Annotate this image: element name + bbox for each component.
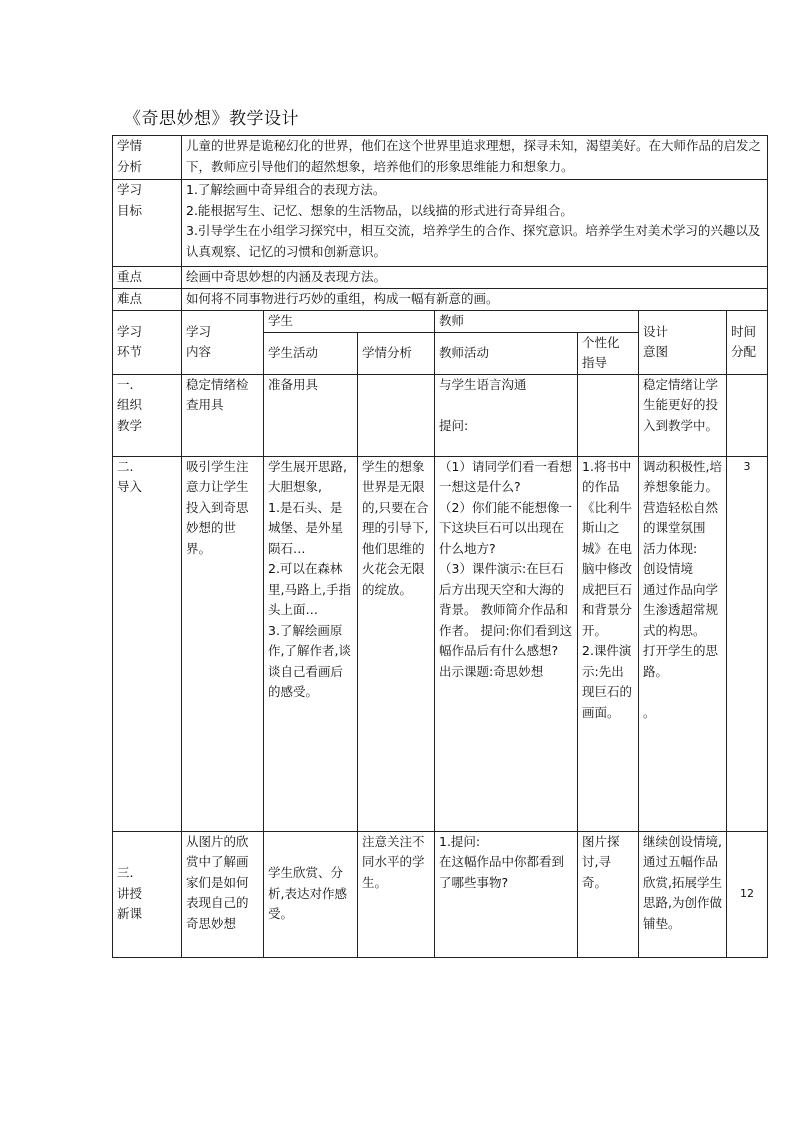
individual-guidance (578, 374, 639, 456)
label-learning-goals: 学习 目标 (113, 180, 182, 267)
info-row-difficulty (113, 289, 768, 311)
header-row-1 (113, 311, 768, 333)
stage-content: 吸引学生注意力让学生投入到奇思妙想的世界。 (182, 456, 264, 831)
design-intent: 调动积极性,培养想象能力。 营造轻松自然的课堂氛围 活力体现: 创设情境 通过作品向学生渗透超常规式的构思。 打开学生的思路。 。 (639, 456, 727, 831)
label-learning-analysis: 学情 分析 (113, 136, 182, 180)
info-row-goals (113, 180, 768, 267)
stage-content: 稳定情绪检查用具 (182, 374, 264, 456)
info-row-analysis (113, 136, 768, 180)
header-student-analysis: 学情分析 (358, 332, 435, 374)
individual-guidance: 1.将书中的作品《比利牛斯山之城》在电脑中修改成把巨石和背景分开。 2.课件演示:先出现巨石的画面。 (578, 456, 639, 831)
header-teacher-activity: 教师活动 (435, 332, 578, 374)
header-content: 学习 内容 (182, 311, 264, 375)
label-key-point: 重点 (113, 267, 182, 289)
stage-content: 从图片的欣赏中了解画家们是如何表现自己的奇思妙想 (182, 831, 264, 957)
teacher-activity: （1）请同学们看一看想一想这是什么? （2）你们能不能想像一下这块巨石可以出现在什么地方? （3）课件演示:在巨石后方出现天空和大海的背景。 教师简介作品和作者。 提问:你们看到这幅作品后有什么感想? 出示课题:奇思妙想 (435, 456, 578, 831)
student-activity: 学生欣赏、分析,表达对作感受。 (264, 831, 358, 957)
stage-label: 一. 组织 教学 (113, 374, 182, 456)
time-allocation (727, 374, 768, 456)
header-design: 设计 意图 (639, 311, 727, 375)
header-teacher: 教师 (435, 311, 639, 333)
stage-row-organize (113, 374, 768, 456)
design-intent: 稳定情绪让学生能更好的投入到教学中。 (639, 374, 727, 456)
teacher-activity: 与学生语言沟通 提问: (435, 374, 578, 456)
header-student: 学生 (264, 311, 435, 333)
student-analysis: 学生的想象世界是无限的,只要在合理的引导下,他们思维的火花会无限的绽放。 (358, 456, 435, 831)
stage-label: 三. 讲授 新课 (113, 831, 182, 957)
student-analysis: 注意关注不同水平的学生。 (358, 831, 435, 957)
header-stage: 学习 环节 (113, 311, 182, 375)
header-student-activity: 学生活动 (264, 332, 358, 374)
student-analysis (358, 374, 435, 456)
label-difficulty: 难点 (113, 289, 182, 311)
document-title: 《奇思妙想》教学设计 (124, 109, 299, 129)
content-key-point: 绘画中奇思妙想的内涵及表现方法。 (182, 267, 768, 289)
student-activity: 学生展开思路,大胆想象, 1.是石头、是城堡、是外星陨石… 2.可以在森林里,马路上,手指头上面… 3.了解绘画原作,了解作者,谈谈自己看画后的感受。 (264, 456, 358, 831)
teacher-activity: 1.提问: 在这幅作品中你都看到了哪些事物? (435, 831, 578, 957)
content-learning-goals: 1.了解绘画中奇异组合的表现方法。 2.能根据写生、记忆、想象的生活物品，以线描的形式进行奇异组合。 3.引导学生在小组学习探究中，相互交流，培养学生的合作、探究意识。培养学生对美术学习的兴趣以及认真观察、记忆的习惯和创新意识。 (182, 180, 768, 267)
individual-guidance: 图片探讨,寻奇。 (578, 831, 639, 957)
stage-label: 二. 导入 (113, 456, 182, 831)
content-difficulty: 如何将不同事物进行巧妙的重组，构成一幅有新意的画。 (182, 289, 768, 311)
student-activity: 准备用具 (264, 374, 358, 456)
stage-row-new-lesson (113, 831, 768, 957)
stage-row-intro (113, 456, 768, 831)
design-intent: 继续创设情境,通过五幅作品欣赏,拓展学生思路,为创作做铺垫。 (639, 831, 727, 957)
time-allocation: 3 (727, 456, 768, 831)
info-row-key-point (113, 267, 768, 289)
content-learning-analysis: 儿童的世界是诡秘幻化的世界，他们在这个世界里追求理想，探寻未知，渴望美好。在大师作品的启发之下，教师应引导他们的超然想象，培养他们的形象思维能力和想象力。 (182, 136, 768, 180)
time-allocation: 12 (727, 831, 768, 957)
header-time: 时间 分配 (727, 311, 768, 375)
header-individual-guidance: 个性化 指导 (578, 332, 639, 374)
lesson-plan-table (112, 135, 768, 958)
